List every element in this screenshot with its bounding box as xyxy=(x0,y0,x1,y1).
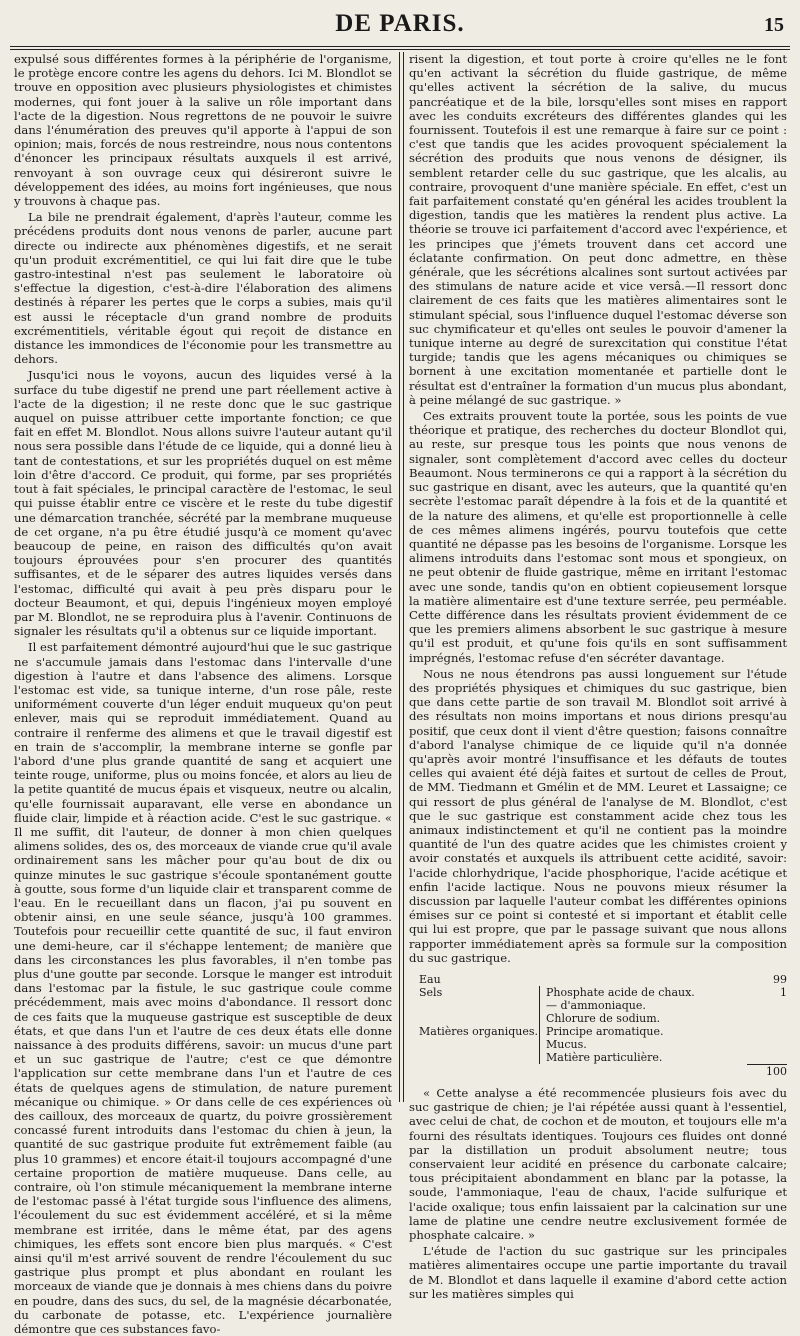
composition-label: Eau xyxy=(419,973,441,986)
right-column xyxy=(409,52,787,1301)
composition-row-sels xyxy=(419,986,787,1025)
header-rule xyxy=(10,46,790,47)
paragraph: expulsé sous différentes formes à la périphérie de l'organisme, le protège encore contre les agens du dehors. Ici M. Blondlot se trouve en opposition avec plusieurs physiologistes et chimistes modernes, qui font jouer à la salive un rôle important dans l'acte de la digestion. Nous regrettons de ne pouvoir le suivre dans l'énumération des preuves qu'il apporte à l'appui de son opinion; mais, forcés de nous restreindre, nous nous contentons d'énoncer les principaux résultats auxquels il est arrivé, renvoyant à son ouvrage ceux qui désireront suivre le développement des idées, au moins fort ingénieuses, que nous y trouvons à chaque pas. xyxy=(14,52,392,209)
composition-item: Chlorure de sodium. xyxy=(546,1012,661,1025)
composition-item: Phosphate acide de chaux. xyxy=(546,986,695,999)
composition-item: Matière particulière. xyxy=(546,1051,663,1064)
page-number: 15 xyxy=(764,14,784,36)
paragraph: Jusqu'ici nous le voyons, aucun des liquides versé à la surface du tube digestif ne prend une part réellement active à l'acte de la digestion; il ne reste donc que le suc gastrique auquel on puisse attribuer cette importante fonction; ce que fait en effet M. Blondlot. Nous allons suivre l'auteur autant qu'il nous sera possible dans l'étude de ce liquide, qui a donné lieu à tant de contestations, et sur les propriétés duquel on est même loin d'être d'accord. Ce produit, qui forme, par ses propriétés tout à fait spéciales, le principal caractère de l'estomac, le seul qui puisse établir entre ce viscère et le reste du tube digestif une démarcation tranchée, sécrété par la membrane muqueuse de cet organe, n'a pu être étudié jusqu'à ce moment qu'avec beaucoup de peine, en raison des difficultés qu'on avait toujours éprouvées pour s'en procurer des quantités suffisantes, et de le séparer des autres liquides versés dans l'estomac, difficulté qui avait à peu près disparu pour le docteur Beaumont, et qui, depuis l'ingénieux moyen employé par M. Blondlot, ne se reproduira plus à l'avenir. Continuons de signaler les résultats qu'il a obtenus sur ce liquide important. xyxy=(14,368,392,639)
paragraph: « Cette analyse a été recommencée plusieurs fois avec du suc gastrique de chien; je l'ai répétée aussi quant à l'essentiel, avec celui de chat, de cochon et de mouton, et toujours elle m'a fourni des résultats identiques. Toujours ces fluides ont donné par la distillation un produit absolument neutre; tous conservaient leur acidité en présence du carbonate calcaire; tous précipitaient abondamment en blanc par la potasse, la soude, l'ammoniaque, l'eau de chaux, l'acide sulfurique et l'acide oxalique; tous enfin laissaient par la calcination sur une lame de platine une cendre neutre exclusivement formée de phosphate calcaire. » xyxy=(409,1086,787,1243)
composition-item: Principe aromatique. xyxy=(546,1025,664,1038)
page-header xyxy=(0,0,800,48)
composition-total: 100 xyxy=(747,1064,787,1078)
paragraph: Ces extraits prouvent toute la portée, sous les points de vue théorique et pratique, des recherches du docteur Blondlot qui, au reste, sur presque tous les points que nous venons de signaler, sont complètement d'accord avec celles du docteur Beaumont. Nous terminerons ce qui a rapport à la sécrétion du suc gastrique en disant, avec les auteurs, que la quantité qu'en secrète l'estomac paraît dépendre à la fois et de la quantité et de la nature des alimens, et qu'elle est proportionnelle à celle de ces mêmes alimens ingérés, pourvu toutefois que cette quantité ne dépasse pas les besoins de l'organisme. Lorsque les alimens introduits dans l'estomac sont mous et spongieux, on ne peut obtenir de fluide gastrique, même en irritant l'estomac avec une sonde, tandis qu'on en obtient copieusement lorsque la matière alimentaire est d'une texture serrée, peu perméable. Cette différence dans les résultats provient évidemment de ce que les premiers alimens absorbent le suc gastrique à mesure qu'il est produit, et qu'une fois qu'ils en sont suffisamment imprégnés, l'estomac refuse d'en sécréter davantage. xyxy=(409,409,787,665)
paragraph: Il est parfaitement démontré aujourd'hui que le suc gastrique ne s'accumule jamais dans l'estomac dans l'intervalle d'une digestion à l'autre et dans l'absence des alimens. Lorsque l'estomac est vide, sa tunique interne, d'un rose pâle, reste uniformément couverte d'un léger enduit muqueux qu'on peut enlever, mais qui se reproduit immédiatement. Quand au contraire il renferme des alimens et que le travail digestif est en train de s'accomplir, la membrane interne se gonfle par l'abord d'une plus grande quantité de sang et acquiert une teinte rouge, uniforme, plus ou moins foncée, et alors au lieu de la petite quantité de mucus épais et visqueux, neutre ou alcalin, qu'elle fournissait auparavant, elle verse en abondance un fluide clair, limpide et à réaction acide. C'est le suc gastrique. « Il me suffit, dit l'auteur, de donner à mon chien quelques alimens solides, des os, des morceaux de viande crue qu'il avale ordinairement sans les mâcher pour qu'au bout de dix ou quinze minutes le suc gastrique s'écoule spontanément goutte à goutte, sous forme d'un liquide clair et transparent comme de l'eau. En le recueillant dans un flacon, j'ai pu souvent en obtenir ainsi, en une seule séance, jusqu'à 100 grammes. Toutefois pour recueillir cette quantité de suc, il faut environ une demi-heure, car il s'échappe lentement; de manière que dans les circonstances les plus favorables, il n'en tombe pas plus d'une goutte par seconde. Lorsque le manger est introduit dans l'estomac par la fistule, le suc gastrique coule comme précédemment, mais avec moins d'abondance. Il ressort donc de ces faits que la muqueuse gastrique est susceptible de deux états, et que dans l'un et l'autre de ces deux états elle donne naissance à des produits différens, savoir: un mucus d'une part et un suc gastrique de l'autre; c'est ce que démontre l'application sur cette membrane dans l'un et l'autre de ces états de quelques agens de stimulation, de nature purement mécanique ou chimique. » Or dans celle de ces expériences où des cailloux, des morceaux de quartz, du poivre grossièrement concassé furent introduits dans l'estomac du chien à jeun, la quantité de suc gastrique produite fut extrêmement faible (au plus 10 grammes) et encore était-il toujours accompagné d'une certaine proportion de matière muqueuse. Dans celle, au contraire, où l'on stimule mécaniquement la membrane interne de l'estomac passé à l'état turgide sous l'influence des alimens, l'écoulement du suc est évidemment accéléré, et si la même membrane est irritée, dans le même état, par des agens chimiques, les effets sont encore bien plus marqués. « C'est ainsi qu'il m'est arrivé souvent de rendre l'écoulement du suc gastrique plus prompt et plus abondant en roulant les morceaux de viande que je donnais à mes chiens dans du poivre en poudre, dans des sucs, du sel, de la magnésie décarbonatée, du carbonate de potasse, etc. L'expérience journalière démontre que ces substances favo- xyxy=(14,640,393,1336)
composition-row-organiques xyxy=(419,1025,787,1064)
composition-item: — d'ammoniaque. xyxy=(546,999,646,1012)
left-column xyxy=(14,52,393,1336)
composition-value: 99 xyxy=(773,973,787,986)
composition-row-eau xyxy=(419,973,787,986)
paragraph: Nous ne nous étendrons pas aussi longuement sur l'étude des propriétés physiques et chimiques du suc gastrique, bien que dans cette partie de son travail M. Blondlot soit arrivé à des résultats non moins importans et nous dirions presqu'au positif, que ceux dont il vient d'être question; faisons connaître d'abord l'analyse chimique de ce liquide qu'il n'a donnée qu'après avoir montré l'insuffisance et les défauts de toutes celles qui avaient été déjà faites et surtout de celles de Prout, de MM. Tiedmann et Gmélin et de MM. Leuret et Lassaigne; ce qui ressort de plus général de l'analyse de M. Blondlot, c'est que le suc gastrique est constamment acide chez tous les animaux indistinctement et qu'il ne contient pas la moindre quantité de l'un des quatre acides que les chimistes croient y avoir constatés et auxquels ils attribuent cette acidité, savoir: l'acide chlorhydrique, l'acide phosphorique, l'acide acétique et enfin l'acide lactique. Nous ne pouvons mieux résumer la discussion par laquelle l'auteur combat les différentes opinions émises sur ce point si contesté et si important et établit celle qui lui est propre, que par le passage suivant que nous allons rapporter immédiatement après sa formule sur la composition du suc gastrique. xyxy=(409,666,787,965)
column-separator xyxy=(399,52,404,1102)
composition-label: Sels xyxy=(419,986,443,999)
header-rule-2 xyxy=(10,49,790,50)
paragraph: L'étude de l'action du suc gastrique sur les principales matières alimentaires occupe une partie importante du travail de M. Blondlot et dans laquelle il examine d'abord cette action sur les matières simples qui xyxy=(409,1244,787,1301)
composition-item: Mucus. xyxy=(546,1038,587,1051)
composition-table xyxy=(419,973,787,1078)
paragraph: risent la digestion, et tout porte à croire qu'elles ne le font qu'en activant la sécrétion du fluide gastrique, de même qu'elles activent la sécrétion de la salive, du mucus pancréatique et de la bile, lorsqu'elles sont mises en rapport avec les conduits excréteurs des différentes glandes qui les fournissent. Toutefois il est une remarque à faire sur ce point : c'est que tandis que les acides provoquent spécialement la sécrétion des produits que nous venons de désigner, ils semblent retarder celle du suc gastrique, que les alcalis, au contraire, provoquent d'une manière spéciale. En effet, c'est un fait parfaitement constaté qu'en général les acides troublent la digestion, tandis que les matières la rendent plus active. La théorie se trouve ici parfaitement d'accord avec l'expérience, et les principes que j'émets trouvent dans cet accord une éclatante confirmation. On peut donc admettre, en thèse générale, que les sécrétions alcalines sont surtout activées par des stimulans de nature acide et vice versâ.—Il ressort donc clairement de ces faits que les matières alimentaires sont le stimulant spécial, sous l'influence duquel l'estomac déverse son suc chymificateur et qu'elles ont seules le pouvoir d'amener la tunique interne au degré de surexcitation qui constitue l'état turgide; tandis que les agens mécaniques ou chimiques se bornent à une excitation momentanée et partielle dont le résultat est d'entraîner la formation d'un mucus plus abondant, à peine mélangé de suc gastrique. » xyxy=(409,52,787,407)
paragraph: La bile ne prendrait également, d'après l'auteur, comme les précédens produits dont nous venons de parler, aucune part directe ou indirecte aux phénomènes digestifs, et ne serait qu'un produit excrémentitiel, ce qui lui fait dire que le tube gastro-intestinal n'est pas seulement le laboratoire où s'effectue la digestion, c'est-à-dire l'élaboration des alimens destinés à réparer les pertes que le corps a subies, mais qu'il est aussi le réceptacle d'un grand nombre de produits excrémentitiels, véritable égout qui reçoit de distance en distance les immondices de l'économie pour les transmettre au dehors. xyxy=(14,210,392,367)
composition-items xyxy=(539,986,727,1025)
composition-value: 1 xyxy=(780,986,787,999)
composition-items xyxy=(539,1025,727,1064)
page-title: DE PARIS. xyxy=(335,10,465,37)
composition-label: Matières organiques. xyxy=(419,1025,539,1038)
